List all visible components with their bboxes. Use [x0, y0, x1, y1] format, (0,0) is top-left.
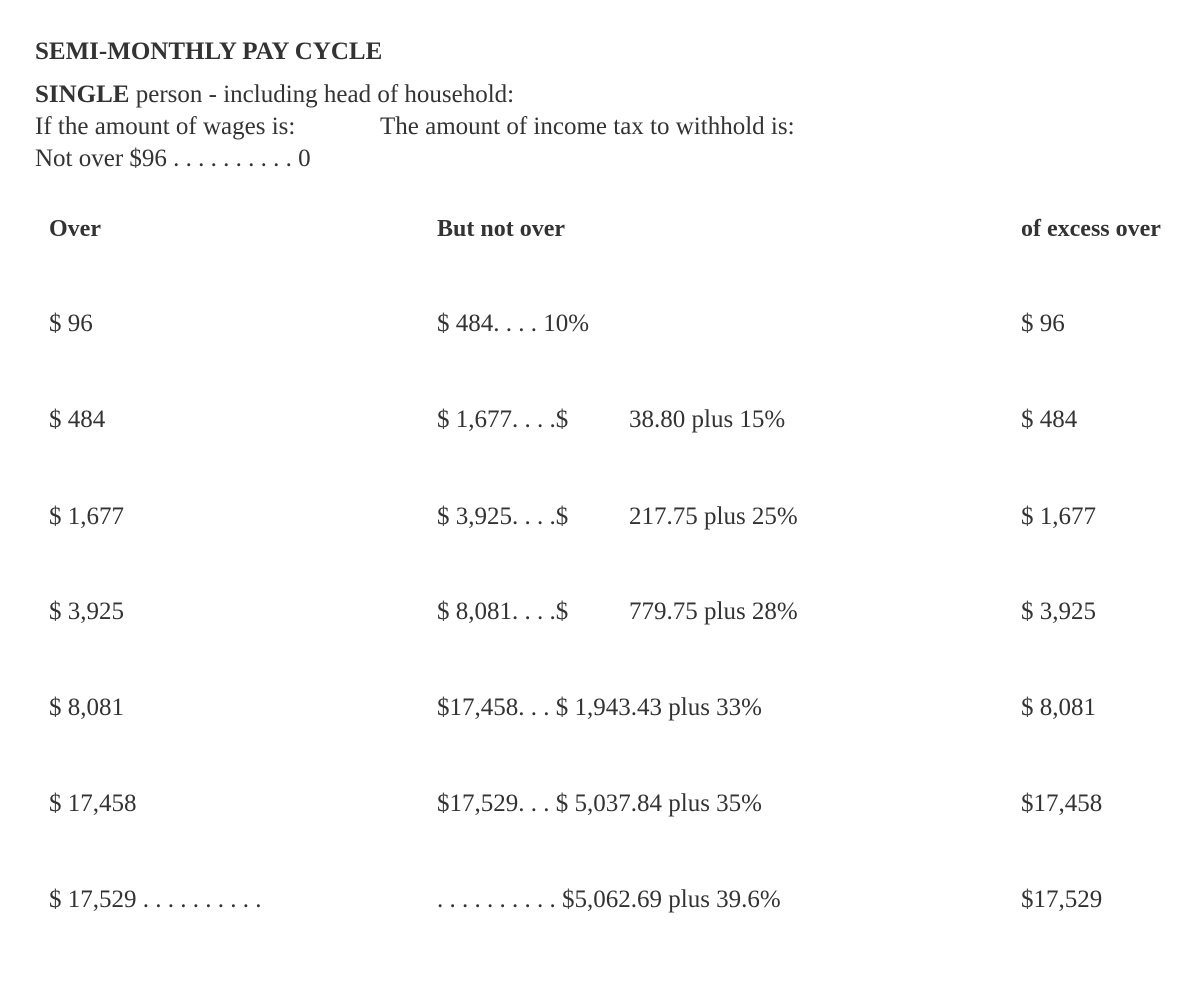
row-but-not-over-value: $17,529. . . $ 5,037.84 plus 35%: [437, 790, 762, 817]
row-but-not-over-value: $ 1,677. . . .$: [437, 406, 569, 433]
row-over-value: $ 1,677: [49, 503, 124, 530]
filing-status-description: person - including head of household:: [129, 81, 515, 108]
row-tax-value: 38.80 plus 15%: [629, 406, 786, 433]
filing-status: SINGLE: [35, 81, 130, 108]
row-but-not-over-value: $ 8,081. . . .$: [437, 598, 569, 625]
row-excess-over-value: $ 96: [1021, 310, 1065, 337]
row-over-value: $ 8,081: [49, 694, 124, 721]
row-excess-over-value: $ 484: [1021, 406, 1078, 433]
row-excess-over-value: $ 3,925: [1021, 598, 1096, 625]
row-but-not-over-value: $ 3,925. . . .$: [437, 503, 569, 530]
header-excess-over: of excess over: [1021, 216, 1161, 242]
header-over: Over: [49, 216, 101, 242]
row-excess-over-value: $17,529: [1021, 886, 1103, 913]
row-over-value: $ 484: [49, 406, 106, 433]
row-but-not-over-value: . . . . . . . . . . $5,062.69 plus 39.6%: [437, 886, 781, 913]
row-over-value: $ 17,458: [49, 790, 137, 817]
filing-status-line: [35, 80, 514, 110]
wages-label: If the amount of wages is:: [35, 113, 296, 140]
row-over-value: $ 3,925: [49, 598, 124, 625]
row-over-value: $ 17,529 . . . . . . . . . .: [49, 886, 262, 913]
row-excess-over-value: $ 8,081: [1021, 694, 1096, 721]
row-excess-over-value: $ 1,677: [1021, 503, 1096, 530]
not-over-line: Not over $96 . . . . . . . . . . 0: [35, 145, 311, 172]
column-intro-line: [35, 112, 795, 142]
page-title: SEMI-MONTHLY PAY CYCLE: [35, 38, 383, 65]
row-tax-value: 217.75 plus 25%: [629, 503, 798, 530]
row-tax-value: 779.75 plus 28%: [629, 598, 798, 625]
row-excess-over-value: $17,458: [1021, 790, 1103, 817]
tax-label: The amount of income tax to withhold is:: [380, 113, 795, 140]
header-but-not-over: But not over: [437, 216, 565, 242]
row-over-value: $ 96: [49, 310, 93, 337]
row-but-not-over-value: $ 484. . . . 10%: [437, 310, 590, 337]
row-but-not-over-value: $17,458. . . $ 1,943.43 plus 33%: [437, 694, 762, 721]
